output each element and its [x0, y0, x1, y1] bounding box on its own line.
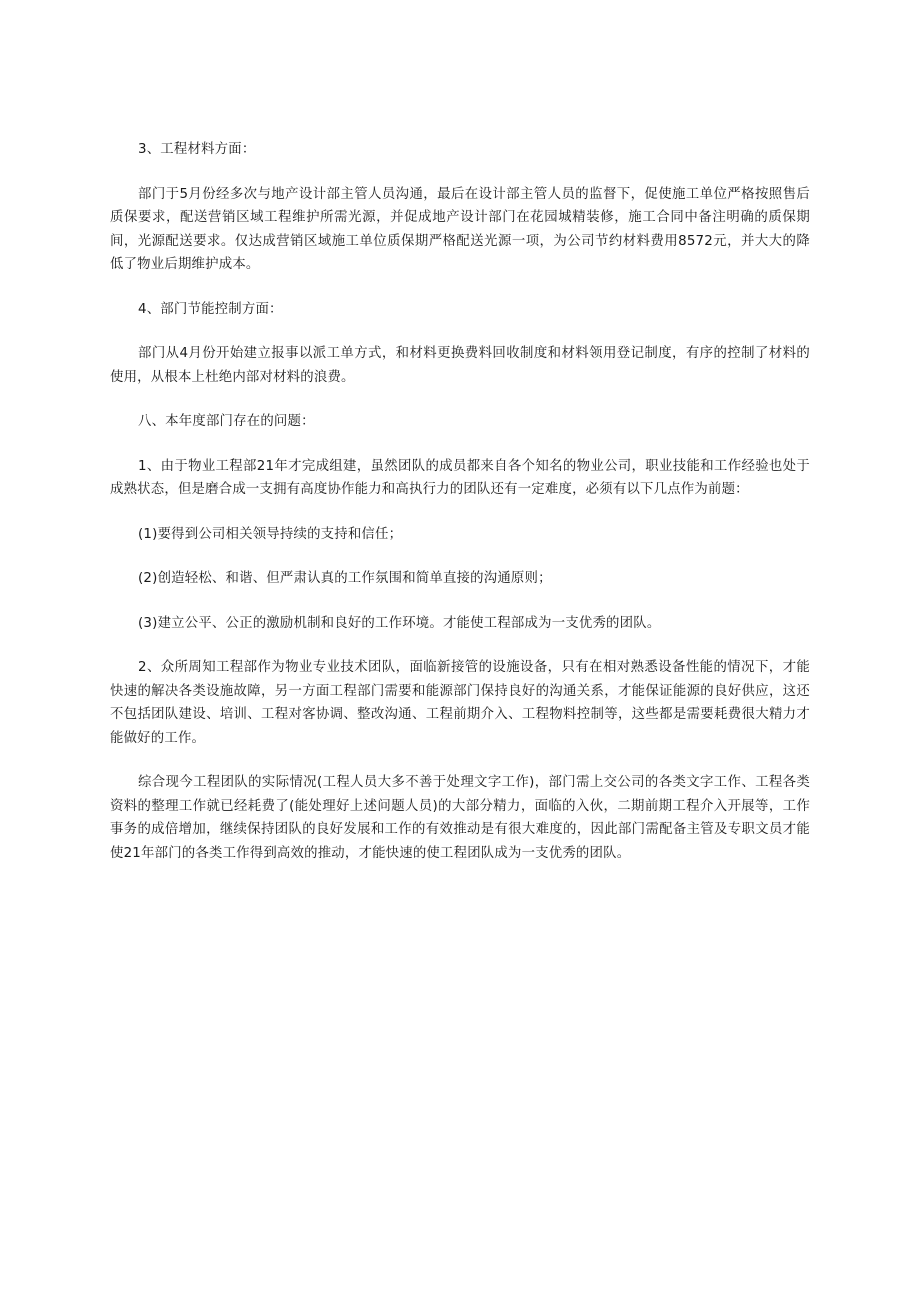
- paragraph-energy-saving: 部门从4月份开始建立报事以派工单方式，和材料更换费料回收制度和材料领用登记制度，有序的控制了材料的使用，从根本上杜绝内部对材料的浪费。: [110, 346, 810, 385]
- paragraph-materials: 部门于5月份经多次与地产设计部主管人员沟通，最后在设计部主管人员的监督下，促使施工单位严格按照售后质保要求，配送营销区域工程维护所需光源，并促成地产设计部门在花园城精装修，施工合同中备注明确的质保期间，光源配送要求。仅达成营销区域施工单位质保期严格配送光源一项，为公司节约材料费用8572元，并大大的降低了物业后期维护成本。: [110, 186, 810, 272]
- section-heading-problems: 八、本年度部门存在的问题：: [138, 414, 315, 429]
- paragraph-problem-2: 2、众所周知工程部作为物业专业技术团队，面临新接管的设施设备，只有在相对熟悉设备性能的情况下，才能快速的解决各类设施故障，另一方面工程部门需要和能源部门保持良好的沟通关系，才能保证能源的良好供应，这还不包括团队建设、培训、工程对客协调、整改沟通、工程前期介入、工程物料控制等，这些都是需要耗费很大精力才能做好的工作。: [110, 660, 810, 746]
- paragraph-summary: 综合现今工程团队的实际情况(工程人员大多不善于处理文字工作)，部门需上交公司的各类文字工作、工程各类资料的整理工作就已经耗费了(能处理好上述问题人员)的大部分精力，面临的入伙，二期前期工程介入开展等，工作事务的成倍增加，继续保持团队的良好发展和工作的有效推动是有很大难度的，因此部门需配备主管及专职文员才能使21年部门的各类工作得到高效的推动，才能快速的使工程团队成为一支优秀的团队。: [110, 775, 810, 861]
- section-heading-energy-saving: 4、部门节能控制方面：: [138, 301, 283, 317]
- document-body: [110, 138, 810, 886]
- list-item-support: (1)要得到公司相关领导持续的支持和信任；: [138, 526, 403, 542]
- list-item-incentive: (3)建立公平、公正的激励机制和良好的工作环境。才能使工程部成为一支优秀的团队。: [138, 615, 661, 631]
- paragraph-problem-1: 1、由于物业工程部21年才完成组建，虽然团队的成员都来自各个知名的物业公司，职业技能和工作经验也处于成熟状态，但是磨合成一支拥有高度协作能力和高执行力的团队还有一定难度，必须有以下几点作为前题：: [110, 458, 810, 497]
- list-item-atmosphere: (2)创造轻松、和谐、但严肃认真的工作氛围和简单直接的沟通原则；: [138, 571, 552, 586]
- section-heading-materials: 3、工程材料方面：: [138, 142, 256, 157]
